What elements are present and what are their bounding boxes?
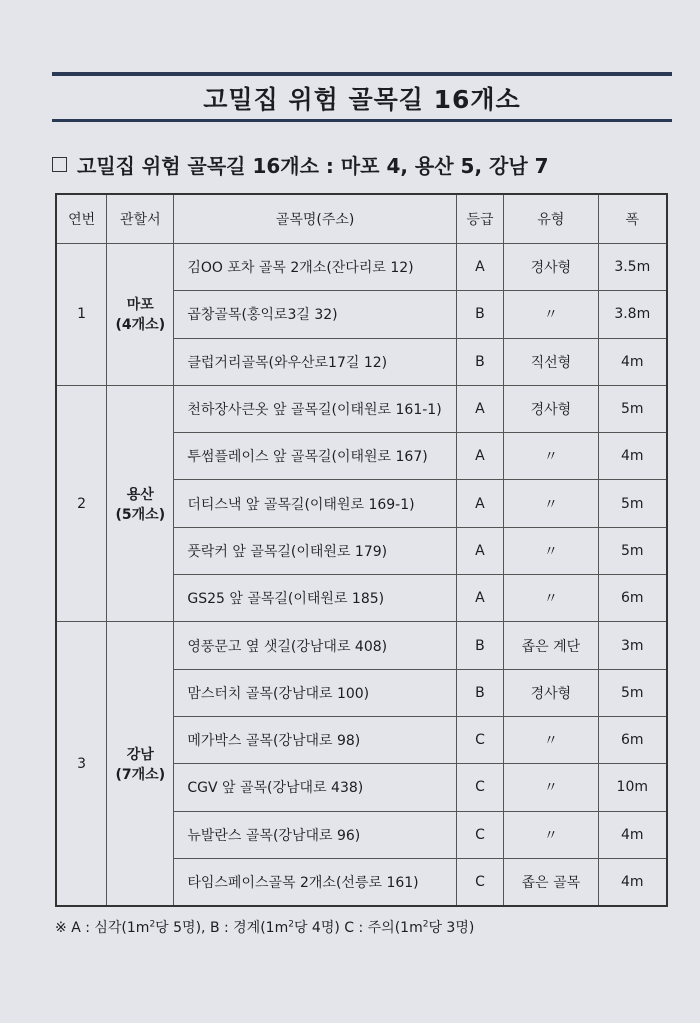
type-cell: 〃 xyxy=(504,811,598,858)
district-cell xyxy=(107,244,174,386)
type-cell: 직선형 xyxy=(504,338,598,385)
width-cell: 5m xyxy=(598,527,667,574)
alley-name: 투썸플레이스 앞 골목길(이태원로 167) xyxy=(174,433,456,480)
width-cell: 10m xyxy=(598,764,667,811)
grade-cell: B xyxy=(456,291,503,338)
grade-cell: A xyxy=(456,575,503,622)
district-name: 마포 xyxy=(126,297,154,314)
width-cell: 5m xyxy=(598,480,667,527)
grade-cell: A xyxy=(456,433,503,480)
district-cell xyxy=(107,385,174,621)
row-number: 2 xyxy=(56,385,107,621)
width-cell: 6m xyxy=(598,716,667,763)
type-cell: 경사형 xyxy=(504,244,598,291)
grade-cell: C xyxy=(456,716,503,763)
grade-cell: A xyxy=(456,480,503,527)
grade-cell: A xyxy=(456,244,503,291)
district-name: 강남 xyxy=(126,746,154,763)
alley-name: 더티스낵 앞 골목길(이태원로 169-1) xyxy=(174,480,456,527)
alley-name: 메가박스 골목(강남대로 98) xyxy=(174,716,456,763)
table-header xyxy=(56,194,667,244)
width-cell: 4m xyxy=(598,433,667,480)
footnote: ※ A : 심각($1m^2$당 5명), B : 경계($1m^2$당 4명) C : 주의($1m^2$당 3명) xyxy=(55,919,475,936)
alley-name: 클럽거리골목(와우산로17길 12) xyxy=(174,338,456,385)
table-row xyxy=(56,385,667,432)
type-cell: 좁은 골목 xyxy=(504,858,598,906)
grade-cell: C xyxy=(456,764,503,811)
width-cell: 4m xyxy=(598,338,667,385)
type-cell: 〃 xyxy=(504,527,598,574)
title-top-rule xyxy=(52,72,672,76)
alley-name: GS25 앞 골목길(이태원로 185) xyxy=(174,575,456,622)
grade-cell: B xyxy=(456,669,503,716)
title-bottom-rule xyxy=(52,119,672,122)
row-number: 1 xyxy=(56,244,107,386)
type-cell: 〃 xyxy=(504,480,598,527)
district-count: (5개소) xyxy=(115,506,166,523)
page-title: 고밀집 위험 골목길 16개소 xyxy=(203,85,521,114)
column-header: 등급 xyxy=(456,194,503,244)
alley-table xyxy=(55,193,668,907)
width-cell: 4m xyxy=(598,811,667,858)
alley-name: 타임스페이스골목 2개소(선릉로 161) xyxy=(174,858,456,906)
column-header: 유형 xyxy=(504,194,598,244)
grade-cell: C xyxy=(456,858,503,906)
alley-name: 천하장사큰옷 앞 골목길(이태원로 161-1) xyxy=(174,385,456,432)
checkbox-square-icon xyxy=(52,157,67,172)
alley-name: 곱창골목(홍익로3길 32) xyxy=(174,291,456,338)
alley-name: 맘스터치 골목(강남대로 100) xyxy=(174,669,456,716)
grade-cell: B xyxy=(456,338,503,385)
width-cell: 5m xyxy=(598,669,667,716)
column-header: 폭 xyxy=(598,194,667,244)
type-cell: 〃 xyxy=(504,291,598,338)
type-cell: 〃 xyxy=(504,716,598,763)
row-number: 3 xyxy=(56,622,107,906)
alley-name: 뉴발란스 골목(강남대로 96) xyxy=(174,811,456,858)
grade-cell: B xyxy=(456,622,503,669)
column-header: 관할서 xyxy=(107,194,174,244)
type-cell: 좁은 계단 xyxy=(504,622,598,669)
type-cell: 〃 xyxy=(504,764,598,811)
width-cell: 3.5m xyxy=(598,244,667,291)
width-cell: 3.8m xyxy=(598,291,667,338)
grade-cell: A xyxy=(456,385,503,432)
column-header: 골목명(주소) xyxy=(174,194,456,244)
type-cell: 〃 xyxy=(504,433,598,480)
district-cell xyxy=(107,622,174,906)
subtitle xyxy=(52,150,549,179)
alley-name: 영풍문고 옆 샛길(강남대로 408) xyxy=(174,622,456,669)
column-header: 연번 xyxy=(56,194,107,244)
grade-cell: A xyxy=(456,527,503,574)
width-cell: 4m xyxy=(598,858,667,906)
grade-cell: C xyxy=(456,811,503,858)
type-cell: 경사형 xyxy=(504,669,598,716)
type-cell: 〃 xyxy=(504,575,598,622)
table-row xyxy=(56,622,667,669)
width-cell: 5m xyxy=(598,385,667,432)
alley-name: CGV 앞 골목(강남대로 438) xyxy=(174,764,456,811)
district-count: (4개소) xyxy=(115,317,166,334)
subtitle-text: 고밀집 위험 골목길 16개소 : 마포 4, 용산 5, 강남 7 xyxy=(77,154,549,178)
width-cell: 3m xyxy=(598,622,667,669)
alley-name: 김OO 포차 골목 2개소(잔다리로 12) xyxy=(174,244,456,291)
width-cell: 6m xyxy=(598,575,667,622)
table-row xyxy=(56,244,667,291)
type-cell: 경사형 xyxy=(504,385,598,432)
district-count: (7개소) xyxy=(115,766,166,783)
district-name: 용산 xyxy=(126,486,154,503)
alley-name: 풋락커 앞 골목길(이태원로 179) xyxy=(174,527,456,574)
